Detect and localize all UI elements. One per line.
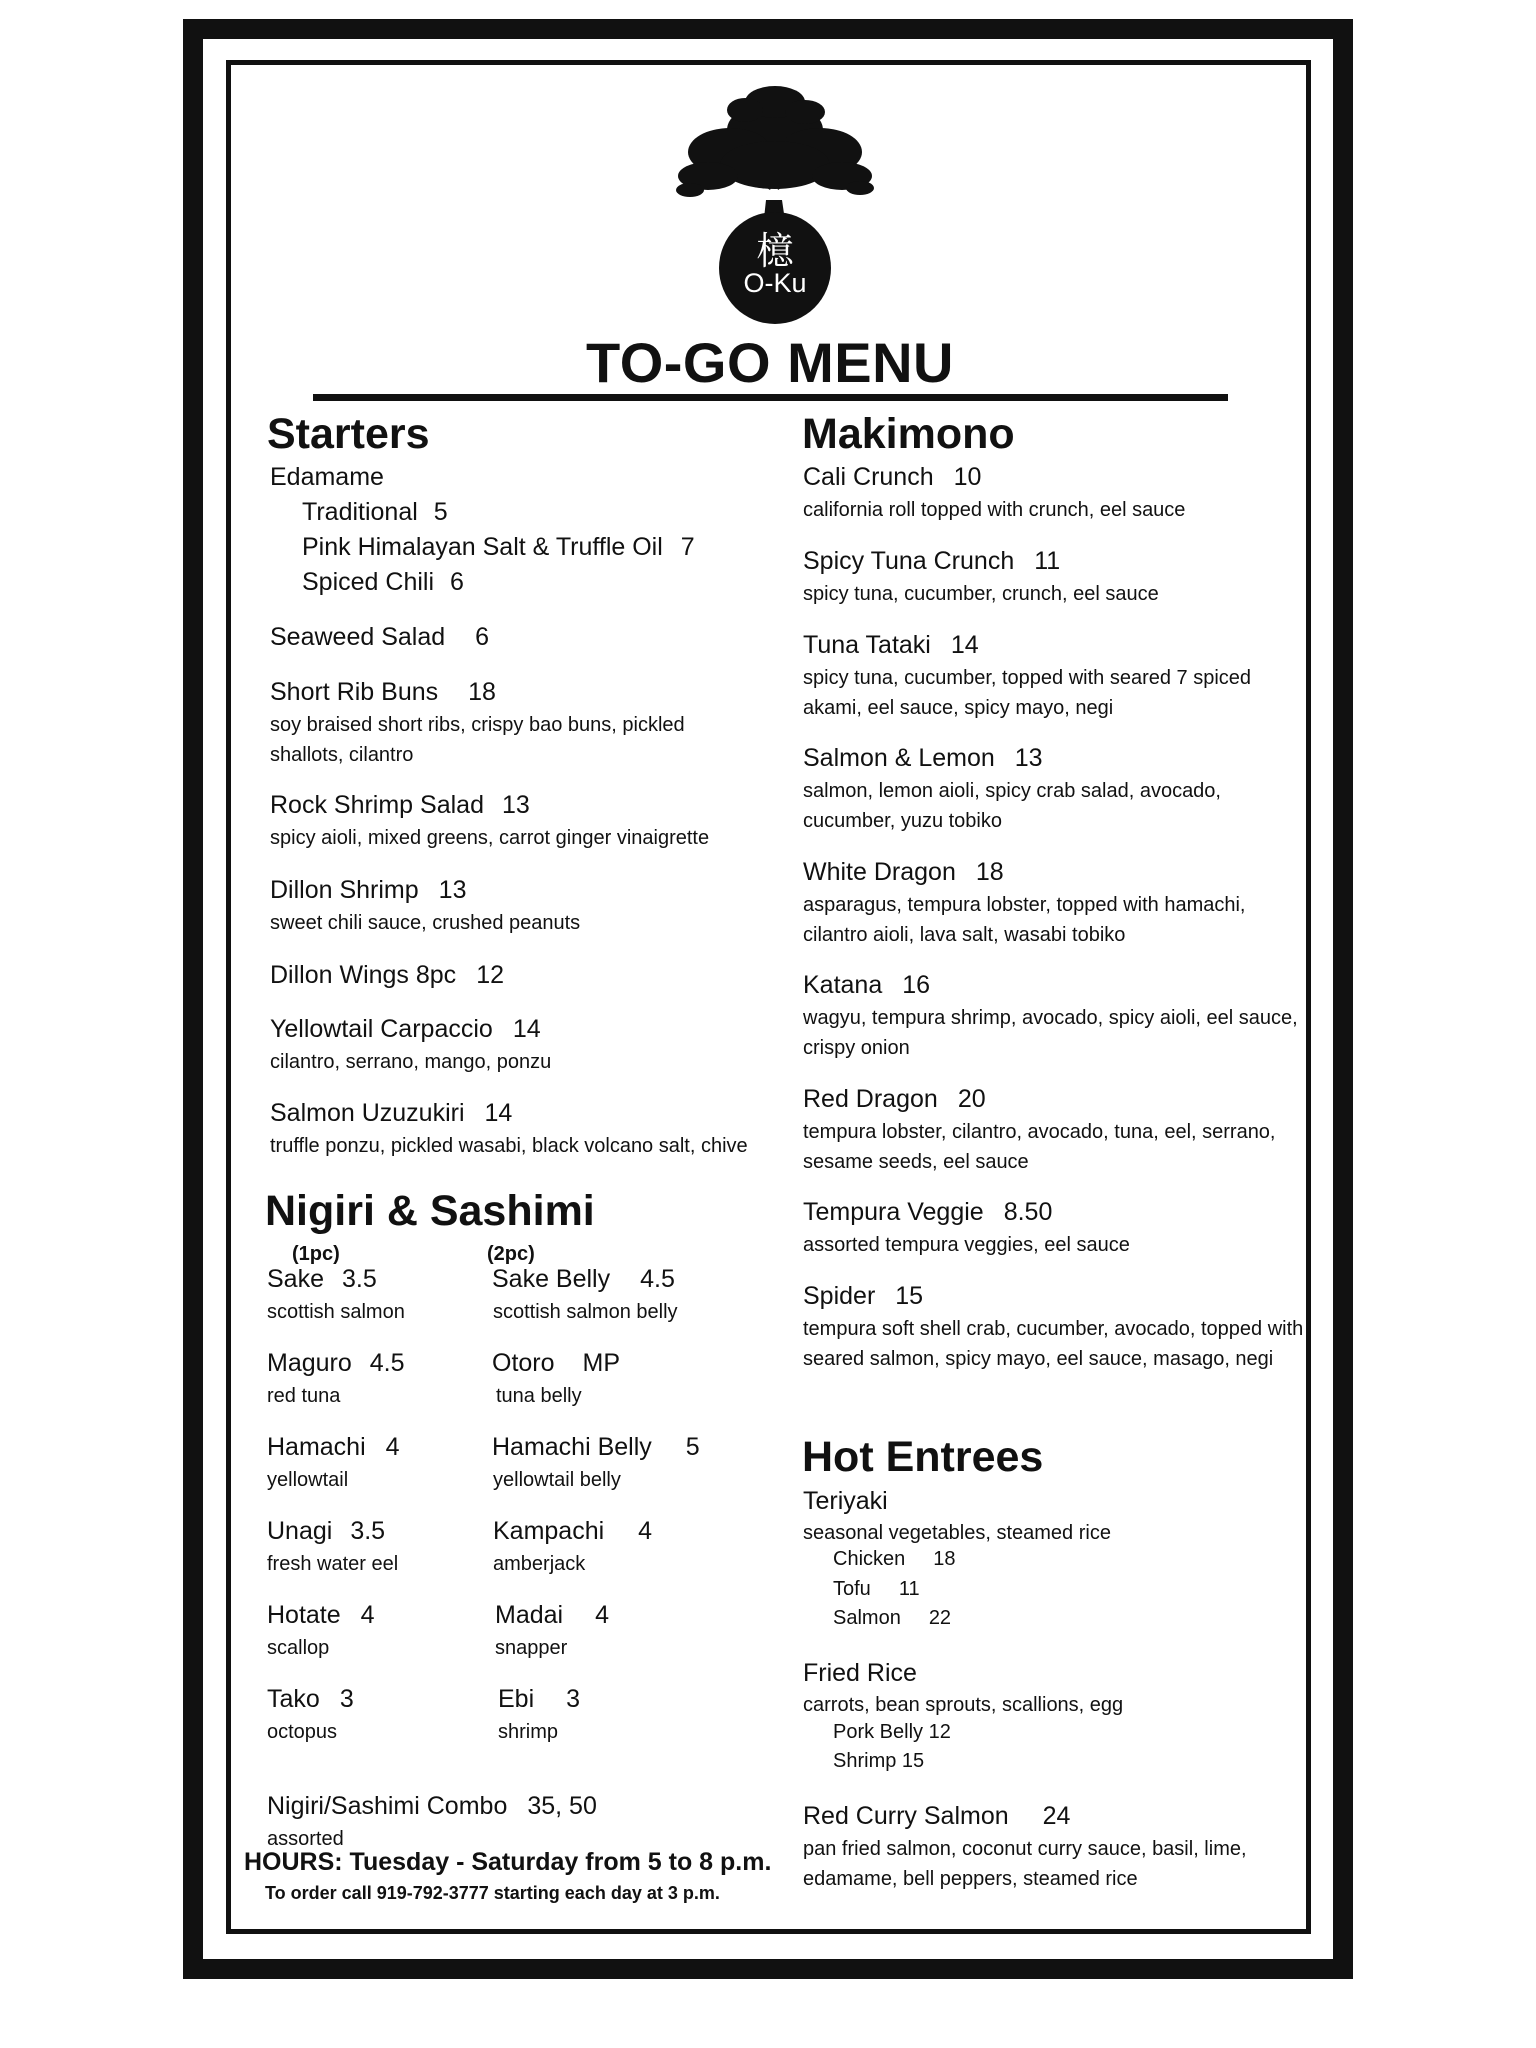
item-desc: assorted tempura veggies, eel sauce xyxy=(803,1234,1130,1256)
item-desc: scottish salmon belly xyxy=(493,1301,678,1323)
option-name: Spiced Chili xyxy=(302,568,435,596)
item-desc: tempura lobster, cilantro, avocado, tuna, eel, serrano, sesame seeds, eel sauce xyxy=(803,1121,1276,1173)
option-price: 6 xyxy=(450,568,464,596)
item-name: Hamachi Belly xyxy=(492,1433,652,1461)
item-name: Ebi xyxy=(498,1685,535,1713)
order-phone-text: To order call 919-792-3777 starting each day at 3 p.m. xyxy=(265,1883,720,1903)
menu-item xyxy=(803,1282,923,1311)
edamame-option xyxy=(302,533,695,562)
item-name: Hotate xyxy=(267,1601,341,1629)
item-price: 18 xyxy=(975,858,1004,886)
logo-name: O-Ku xyxy=(743,268,807,298)
item-name: Cali Crunch xyxy=(803,463,934,491)
item-name: Dillon Shrimp xyxy=(270,876,419,904)
fried-rice-name: Fried Rice xyxy=(803,1659,917,1687)
item-name: Madai xyxy=(495,1601,564,1629)
item-desc: spicy aioli, mixed greens, carrot ginger vinaigrette xyxy=(270,827,710,849)
nigiri-item xyxy=(492,1433,700,1462)
option-name: Chicken xyxy=(833,1548,906,1570)
item-name: Tako xyxy=(267,1685,320,1713)
item-price: 8.50 xyxy=(1003,1198,1053,1226)
item-price: 18 xyxy=(468,678,496,706)
item-name: Seaweed Salad xyxy=(270,623,446,651)
menu-item xyxy=(803,971,930,1000)
item-name: Kampachi xyxy=(493,1517,605,1545)
item-desc: california roll topped with crunch, eel sauce xyxy=(803,499,1186,521)
item-name: Dillon Wings 8pc xyxy=(270,961,457,989)
hours-text: HOURS: Tuesday - Saturday from 5 to 8 p.m. xyxy=(244,1848,772,1876)
nigiri-item xyxy=(267,1265,377,1294)
item-price: 13 xyxy=(438,876,467,904)
makimono-heading: Makimono xyxy=(802,410,1015,458)
item-price: 24 xyxy=(1042,1802,1071,1830)
teriyaki-option xyxy=(833,1548,956,1571)
menu-item xyxy=(270,678,496,707)
item-price: 4 xyxy=(385,1433,400,1461)
item-desc: pan fried salmon, coconut curry sauce, basil, lime, edamame, bell peppers, steamed rice xyxy=(803,1838,1247,1890)
item-price: 16 xyxy=(902,971,931,999)
item-desc: scallop xyxy=(267,1637,330,1659)
item-price: 4.5 xyxy=(640,1265,675,1293)
option-price: 22 xyxy=(928,1607,952,1629)
item-price: 4 xyxy=(595,1601,609,1629)
menu-item xyxy=(270,1015,541,1044)
option-price: 5 xyxy=(433,498,448,526)
item-name: Katana xyxy=(803,971,883,999)
item-name: Salmon Uzuzukiri xyxy=(270,1099,465,1127)
item-name: Red Curry Salmon xyxy=(803,1802,1009,1830)
item-name: Tempura Veggie xyxy=(803,1198,984,1226)
item-price: 3 xyxy=(566,1685,581,1713)
menu-item xyxy=(803,1085,986,1114)
nigiri-item xyxy=(498,1685,580,1714)
page-title: TO-GO MENU xyxy=(586,331,954,394)
item-price: 35, 50 xyxy=(527,1792,597,1820)
item-desc: soy braised short ribs, crispy bao buns, pickled shallots, cilantro xyxy=(270,714,685,766)
item-desc: wagyu, tempura shrimp, avocado, spicy aioli, eel sauce, crispy onion xyxy=(803,1007,1298,1059)
item-price: 4 xyxy=(638,1517,653,1545)
item-desc: red tuna xyxy=(267,1385,341,1407)
item-name: Red Dragon xyxy=(803,1085,938,1113)
option-price: 7 xyxy=(680,533,695,561)
nigiri-item xyxy=(492,1349,620,1378)
item-desc: carrots, bean sprouts, scallions, egg xyxy=(803,1694,1124,1716)
item-price: 4 xyxy=(360,1601,375,1629)
nigiri-item xyxy=(267,1349,405,1378)
item-price: 20 xyxy=(957,1085,986,1113)
edamame-name: Edamame xyxy=(270,463,384,491)
menu-item xyxy=(270,623,489,652)
menu-item xyxy=(803,547,1060,576)
logo-kanji: 檍 xyxy=(755,229,794,273)
item-price: 10 xyxy=(953,463,982,491)
menu-item xyxy=(803,858,1004,887)
item-desc: scottish salmon xyxy=(267,1301,405,1323)
item-price: 14 xyxy=(484,1099,513,1127)
item-price: 5 xyxy=(685,1433,700,1461)
title-underline xyxy=(313,394,1228,401)
item-price: 13 xyxy=(501,791,530,819)
edamame-option xyxy=(302,568,464,597)
item-desc: octopus xyxy=(267,1721,338,1743)
item-name: Tuna Tataki xyxy=(803,631,931,659)
nigiri-item xyxy=(267,1433,400,1462)
menu-item xyxy=(270,876,466,905)
nigiri-item xyxy=(267,1601,375,1630)
item-name: Spider xyxy=(803,1282,876,1310)
item-price: 13 xyxy=(1014,744,1043,772)
option-name: Tofu xyxy=(833,1578,871,1600)
item-name: Otoro xyxy=(492,1349,555,1377)
item-name: Nigiri/Sashimi Combo xyxy=(267,1792,508,1820)
menu-item xyxy=(803,744,1043,773)
item-name: Spicy Tuna Crunch xyxy=(803,547,1015,575)
item-price: 15 xyxy=(895,1282,924,1310)
col-header-1pc: (1pc) xyxy=(292,1243,340,1265)
menu-item xyxy=(270,1099,512,1128)
item-price: 3.5 xyxy=(341,1265,377,1293)
option-name: Traditional xyxy=(302,498,418,526)
menu-item xyxy=(270,791,530,820)
nigiri-item xyxy=(492,1265,675,1294)
nigiri-item xyxy=(267,1685,354,1714)
item-desc: salmon, lemon aioli, spicy crab salad, avocado, cucumber, yuzu tobiko xyxy=(803,780,1221,832)
teriyaki-name: Teriyaki xyxy=(803,1487,888,1515)
item-desc: shrimp xyxy=(498,1721,559,1743)
option-price: 18 xyxy=(933,1548,956,1570)
item-name: Sake xyxy=(267,1265,324,1293)
item-desc: asparagus, tempura lobster, topped with hamachi, cilantro aioli, lava salt, wasabi tobiko xyxy=(803,894,1246,946)
item-desc: truffle ponzu, pickled wasabi, black volcano salt, chive xyxy=(270,1135,748,1157)
item-name: Sake Belly xyxy=(492,1265,611,1293)
nigiri-item xyxy=(495,1601,609,1630)
nigiri-item xyxy=(493,1517,652,1546)
item-name: Hamachi xyxy=(267,1433,366,1461)
menu-item xyxy=(270,961,504,990)
combo-item xyxy=(267,1792,597,1821)
menu-item xyxy=(803,1802,1070,1831)
fried-rice-option: Pork Belly 12 xyxy=(833,1721,951,1743)
item-price: 4.5 xyxy=(369,1349,405,1377)
item-desc: amberjack xyxy=(493,1553,586,1575)
item-desc: tempura soft shell crab, cucumber, avocado, topped with seared salmon, spicy mayo, eel sauce, masago, negi xyxy=(803,1318,1304,1370)
item-name: Short Rib Buns xyxy=(270,678,439,706)
menu-item xyxy=(803,631,979,660)
item-price: 11 xyxy=(1034,547,1061,575)
teriyaki-option xyxy=(833,1607,951,1630)
item-desc: snapper xyxy=(495,1637,568,1659)
item-name: Rock Shrimp Salad xyxy=(270,791,484,819)
nigiri-item xyxy=(267,1517,385,1546)
item-name: Salmon & Lemon xyxy=(803,744,995,772)
menu-item xyxy=(803,1198,1052,1227)
item-desc: spicy tuna, cucumber, crunch, eel sauce xyxy=(803,583,1159,605)
option-name: Salmon xyxy=(833,1607,901,1629)
item-desc: tuna belly xyxy=(496,1385,582,1407)
item-desc: spicy tuna, cucumber, topped with seared 7 spiced akami, eel sauce, spicy mayo, negi xyxy=(803,667,1252,719)
hot-entrees-heading: Hot Entrees xyxy=(802,1433,1044,1481)
item-price: 12 xyxy=(476,961,504,989)
item-name: Maguro xyxy=(267,1349,352,1377)
menu-item xyxy=(803,463,981,492)
edamame-option xyxy=(302,498,448,527)
item-desc: yellowtail xyxy=(267,1469,349,1491)
item-price: 6 xyxy=(475,623,490,651)
item-desc: sweet chili sauce, crushed peanuts xyxy=(270,912,581,934)
option-name: Pink Himalayan Salt & Truffle Oil xyxy=(302,533,663,561)
teriyaki-option xyxy=(833,1578,920,1601)
oku-logo xyxy=(670,80,880,325)
item-price: 14 xyxy=(950,631,979,659)
item-desc: fresh water eel xyxy=(267,1553,399,1575)
item-desc: cilantro, serrano, mango, ponzu xyxy=(270,1051,552,1073)
item-desc: assorted xyxy=(267,1828,344,1850)
item-price: 14 xyxy=(512,1015,541,1043)
nigiri-heading: Nigiri & Sashimi xyxy=(265,1187,595,1235)
item-name: White Dragon xyxy=(803,858,956,886)
item-name: Yellowtail Carpaccio xyxy=(270,1015,493,1043)
item-name: Unagi xyxy=(267,1517,333,1545)
item-price: 3 xyxy=(339,1685,354,1713)
col-header-2pc: (2pc) xyxy=(487,1243,535,1265)
item-desc: seasonal vegetables, steamed rice xyxy=(803,1522,1111,1544)
item-price: 3.5 xyxy=(350,1517,386,1545)
starters-heading: Starters xyxy=(267,410,430,458)
option-price: 11 xyxy=(898,1578,920,1600)
item-desc: yellowtail belly xyxy=(493,1469,621,1491)
fried-rice-option: Shrimp 15 xyxy=(833,1750,925,1772)
item-price: MP xyxy=(582,1349,621,1377)
